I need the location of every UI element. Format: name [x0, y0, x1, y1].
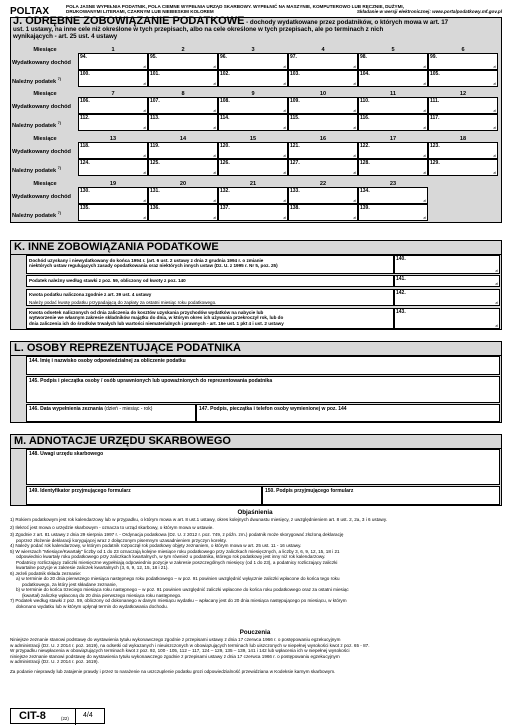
field-spent[interactable]: 95. zł: [150, 54, 216, 69]
field-due[interactable]: 102. zł: [220, 71, 286, 86]
header-line-2: DRUKOWANYMI LITERAMI, CZARNYM LUB NIEBIESKIM KOLOREM Składanie w wersji elektronicznej: www.portalpodatkowy.mf.gov.pl: [66, 9, 502, 15]
k-row-140-label-b: niektórych ustaw regulujących zasady opodatkowania oraz niektórych innych ustaw (Dz. U. z 1995 r. Nr 5, poz. 25): [29, 263, 278, 269]
field-spent[interactable]: 122. zł: [360, 143, 426, 158]
month-number: 23: [389, 181, 397, 187]
field-spent[interactable]: 132. zł: [220, 188, 286, 203]
months-header-label: Miesiące: [33, 91, 57, 97]
note-3b: poprzez złożenie deklaracji korygującej wraz z dołączonym pisemnym uzasadnieniem przyczyn korekty.: [16, 537, 227, 543]
field-due[interactable]: 137. zł: [220, 205, 286, 220]
explanations-heading: Objaśnienia: [237, 509, 273, 516]
months-header-label: Miesiące: [33, 181, 57, 187]
field-due[interactable]: 127. zł: [290, 160, 356, 175]
header-line-1: POLA JASNE WYPEŁNIA PODATNIK, POLA CIEMNE WYPEŁNIA URZĄD SKARBOWY. WYPEŁNIĆ NA MASZYNIE, KOMPUTEROWO LUB RĘCZNIE, DUŻYMI,: [66, 4, 404, 9]
k-row-141-label: Podatek należny według stawki z poz. 59, obliczony od kwoty z poz. 140: [29, 278, 186, 283]
field-143[interactable]: 143. zł: [396, 309, 498, 328]
note-5d: kwartalne pozycje w zakresie zaliczek kwartalnych (3, 6, 9, 12, 15, 18 i 21).: [16, 565, 169, 570]
month-number: 15: [249, 136, 257, 142]
month-number: 18: [459, 136, 467, 142]
section-j-title: J. ODRĘBNE ZOBOWIĄZANIE PODATKOWE - dochody wydatkowane przez podatników, o których mowa w art. 17 ust. 1 ustawy, na inne cele niż określone w tych przepisach, albo na cele określone w tych przepisach, ale po terminach z nich wynikających - art. 25 ust. 4 ustawy: [13, 15, 449, 41]
field-145[interactable]: 145. Podpis i pieczątka osoby / osób uprawnionych lub upoważnionych do reprezentowania podatnika: [26, 376, 500, 403]
field-due[interactable]: 115. zł: [290, 115, 356, 130]
k-row-142-note: Należy podać kwotę podatku przypadającą do zapłaty za ostatni miesiąc roku podatkowego.: [29, 300, 217, 306]
month-number: 22: [319, 181, 327, 187]
month-number: 14: [179, 136, 187, 142]
instruction-2: W przypadku niewpłacenia w obowiązujących terminach kwot z poz. 92, 100 - 105, 112 – 117, 124 – 129, 135 – 139, 141 i 142 lub wpłacenia ich w niepełnej wysokości: [10, 648, 350, 653]
field-due[interactable]: 103. zł: [290, 71, 356, 86]
field-spent[interactable]: 106. zł: [80, 98, 146, 113]
month-number: 4: [321, 47, 325, 53]
footer-form-id: [10, 708, 105, 724]
months-header-label: Miesiące: [33, 136, 57, 142]
field-spent[interactable]: 107. zł: [150, 98, 216, 113]
month-number: 2: [181, 47, 185, 53]
field-spent[interactable]: 110. zł: [360, 98, 426, 113]
field-due[interactable]: 128. zł: [360, 160, 426, 175]
field-due[interactable]: 101. zł: [150, 71, 216, 86]
month-number: 7: [111, 91, 115, 97]
month-number: 3: [251, 47, 255, 53]
month-number: 16: [319, 136, 327, 142]
field-spent[interactable]: 120. zł: [220, 143, 286, 158]
month-number: 19: [109, 181, 117, 187]
month-number: 12: [459, 91, 467, 97]
field-spent[interactable]: 123. zł: [430, 143, 496, 158]
note-6: 6) Jeżeli podatnik składa zeznanie:: [10, 570, 82, 576]
row-label-due: Należny podatek $^{7)}$: [12, 121, 61, 129]
field-spent[interactable]: 99. zł: [430, 54, 496, 69]
note-6a: a) w terminie do 20 dnia pierwszego miesiąca następnego roku podatkowego – w poz. 91 powinien uwzględnić wyłącznie zaliczki wpłacone do końca tego roku: [16, 576, 340, 581]
field-spent[interactable]: 134. zł: [360, 188, 426, 203]
field-spent[interactable]: 111. zł: [430, 98, 496, 113]
field-spent[interactable]: 109. zł: [290, 98, 356, 113]
header-instructions: [66, 4, 502, 15]
field-spent[interactable]: 119. zł: [150, 143, 216, 158]
field-due[interactable]: 116. zł: [360, 115, 426, 130]
k-row-143-label-a: Kwota odsetek naliczonych od dnia zaliczenia do kosztów uzyskania przychodów wydatków na nabycie lub: [29, 310, 264, 315]
month-number: 11: [390, 91, 396, 97]
instruction-1: Niniejsze zeznanie stanowi podstawę do wystawienia tytułu wykonawczego zgodnie z przepisami ustawy z dnia 17 czerwca 1966 r. o postępowaniu egzekucyjnym: [10, 637, 341, 642]
field-due[interactable]: 138. zł: [290, 205, 356, 220]
field-due[interactable]: 114. zł: [220, 115, 286, 130]
month-number: 17: [389, 136, 397, 142]
field-spent[interactable]: 94. zł: [80, 54, 146, 69]
field-due[interactable]: 129. zł: [430, 160, 496, 175]
field-147[interactable]: 147. Podpis, pieczątka i telefon osoby wymienionej w poz. 144: [196, 404, 500, 422]
note-4: 4) Należy podać rok kalendarzowy, w którym podatnik rozpoczął rok podatkowy objęty zeznaniem, o którym mowa w art. 25 ust. 11 - 16 ustawy.: [10, 543, 302, 548]
field-spent[interactable]: 131. zł: [150, 188, 216, 203]
form-code: CIT-8: [19, 710, 46, 722]
k-row-143-label-b: wytworzenie we własnym zakresie składników majątku do dnia, w którym okres ich używania przekroczył rok, lub do: [29, 315, 284, 321]
field-150: 150. Podpis przyjmującego formularz: [262, 486, 500, 505]
field-due[interactable]: 135. zł: [80, 205, 146, 220]
field-142[interactable]: 142. zł: [396, 290, 498, 305]
note-1: 1) Rokiem podatkowym jest rok kalendarzowy lub w przypadku, o którym mowa w art. 8 ust.1 ustawy, okres kolejnych dwunastu miesięcy, z uwzględnieniem art. 8 ust. 2, 2a, 3 i 6 ustawy.: [10, 517, 388, 522]
month-number: 6: [461, 47, 465, 53]
field-spent[interactable]: 108. zł: [220, 98, 286, 113]
month-number: 5: [391, 47, 395, 53]
field-148: 148. Uwagi urzędu skarbowego: [26, 449, 500, 485]
section-l-title: L. OSOBY REPREZENTUJĄCE PODATNIKA: [10, 341, 502, 356]
field-spent[interactable]: 98. zł: [360, 54, 426, 69]
field-due[interactable]: 124. zł: [80, 160, 146, 175]
instruction-2c: w administracji (Dz. U. z 2014 r. poz. 1619).: [10, 659, 99, 664]
poltax-logo: POLTAX: [10, 6, 50, 17]
field-140[interactable]: 140. zł: [396, 256, 498, 273]
field-due[interactable]: 100. zł: [80, 71, 146, 86]
months-header-label: Miesiące: [33, 47, 57, 53]
instruction-3: Za podanie nieprawdy lub zatajenie prawdy i przez to narażenie na uszczuplenie podatku grozi odpowiedzialność przewidziana w Kodeksie karnym skarbowym.: [10, 668, 336, 674]
header-line-3: Składanie w wersji elektronicznej: www.portalpodatkowy.mf.gov.pl: [356, 9, 502, 15]
note-3: 3) Zgodnie z art. 81 ustawy z dnia 29 sierpnia 1997 r. - Ordynacja podatkowa (Dz. U. z 2012 r. poz. 749, z późn. zm.) podatnik może skorygować złożoną deklarację: [10, 532, 344, 537]
note-5b: odpowiednio kwartały roku podatkowego przy zaliczkach kwartalnych, w tym również u podatnika, którego rok podatkowy jest inny niż rok kalendarzowy.: [16, 554, 326, 559]
row-label-spent: Wydatkowany dochód: [12, 149, 71, 155]
field-due[interactable]: 105. zł: [430, 71, 496, 86]
row-label-due: Należny podatek $^{7)}$: [12, 77, 61, 85]
field-due[interactable]: 117. zł: [430, 115, 496, 130]
note-6b: b) w terminie do końca trzeciego miesiąca roku następnego – w poz. 91 powinien uwzględnić zaliczki wpłacone do końca roku podatkowego oraz za ostatni miesiąc: [16, 587, 349, 592]
field-146[interactable]: 146. Data wypełnienia zeznania (dzień - miesiąc - rok): [26, 404, 196, 422]
month-number: 10: [319, 91, 327, 97]
instruction-2b: niniejsze zeznanie stanowi podstawę do wystawienia tytułu wykonawczego zgodnie z przepisami ustawy z dnia 17 czerwca 1966 r. o postępowaniu egzekucyjnym: [10, 653, 340, 659]
field-due[interactable]: 136. zł: [150, 205, 216, 220]
k-row-142-label: Kwota podatku naliczona zgodnie z art. 39 ust. 4 ustawy: [29, 292, 152, 297]
note-5c: Podatnicy rozliczający zaliczki miesięczne wypełniają odpowiednio pozycje w zakresie poszczególnych miesięcy (od 1 do 23), a podatnicy rozliczający zaliczki: [16, 559, 338, 565]
row-label-spent: Wydatkowany dochód: [12, 104, 71, 110]
field-due[interactable]: 104. zł: [360, 71, 426, 86]
note-2: 2) Ilekroć jest mowa o urzędzie skarbowym - oznacza to urząd skarbowy, o którym mowa w ustawie.: [10, 524, 214, 530]
instructions: [10, 637, 502, 674]
note-6a2: podatkowego, za który jest składane zeznanie,: [22, 581, 117, 587]
field-spent[interactable]: 133. zł: [290, 188, 356, 203]
row-label-due: Należny podatek $^{7)}$: [12, 211, 61, 219]
note-5: 5) W wierszach "Miesiące/Kwartały" liczby od 1 do 23 oznaczają kolejne miesiące roku podatkowego przy zaliczkach miesięcznych, a liczby 3, 6, 9, 12, 15, 18 i 21: [10, 548, 340, 554]
k-row-140-label-a: Dochód uzyskany i niewydatkowany do końca 1994 r. (art. 6 ust. 2 ustawy z dnia 2 grudnia 1994 r. o zmianie: [29, 258, 264, 263]
row-label-spent: Wydatkowany dochód: [12, 60, 71, 66]
field-149: 149. Identyfikator przyjmującego formularz: [26, 486, 262, 505]
section-k-row-143: [26, 308, 394, 329]
form-version: (22): [61, 716, 69, 721]
month-number: 1: [111, 47, 115, 53]
k-row-143-label-c: dnia zaliczenia ich do środków trwałych lub wartości niematerialnych i prawnych - art. 16e ust. 1 pkt 4 i ust. 2 ustawy: [29, 320, 284, 326]
row-label-due: Należny podatek $^{7)}$: [12, 166, 61, 174]
field-due[interactable]: 126. zł: [220, 160, 286, 175]
month-number: 21: [249, 181, 257, 187]
field-144[interactable]: 144. Imię i nazwisko osoby odpowiedzialnej za obliczenie podatku: [26, 356, 500, 375]
instruction-1b: w administracji (Dz. U. z 2014 r. poz. 1619), na odsetki od wykazanych i nieuiszczonych w obowiązujących terminach lub uiszczonych w niepełnej wysokości kwot z poz. 65 - 87.: [10, 642, 370, 648]
month-number: 20: [179, 181, 187, 187]
row-label-spent: Wydatkowany dochód: [12, 194, 71, 200]
field-due[interactable]: 113. zł: [150, 115, 216, 130]
note-6b2: (kwartał) zaliczkę wpłaconą do 20 dnia pierwszego miesiąca roku następnego.: [22, 592, 182, 598]
field-spent[interactable]: 121. zł: [290, 143, 356, 158]
explanations: [10, 517, 502, 609]
note-7: 7) Podatek według stawki z poz. 59, obliczony od dokonanego w danym miesiącu wydatku – wpłacany jest do 20 dnia miesiąca następującego po miesiącu, w którym: [10, 598, 347, 603]
month-number: 13: [109, 136, 117, 142]
section-m-title: M. ADNOTACJE URZĘDU SKARBOWEGO: [10, 434, 502, 449]
field-spent[interactable]: 96. zł: [220, 54, 286, 69]
month-number: 9: [251, 91, 255, 97]
section-k-title: K. INNE ZOBOWIĄZANIA PODATKOWE: [10, 240, 502, 255]
field-spent[interactable]: 130. zł: [80, 188, 146, 203]
page-number: 4/4: [83, 712, 93, 719]
month-number: 8: [181, 91, 185, 97]
field-spent[interactable]: 97. zł: [290, 54, 356, 69]
field-141[interactable]: 141. zł: [396, 276, 498, 286]
note-7b: dokonano wydatku lub w którym upłynął termin do wydatkowania dochodu.: [16, 603, 168, 609]
section-k-row-142: [26, 289, 394, 306]
field-due[interactable]: 112. zł: [80, 115, 146, 130]
field-due[interactable]: 139. zł: [360, 205, 426, 220]
section-k-row-141: [26, 275, 394, 287]
field-spent[interactable]: 118. zł: [80, 143, 146, 158]
section-k-row-140: [26, 255, 394, 274]
field-due[interactable]: 125. zł: [150, 160, 216, 175]
instructions-heading: Pouczenia: [239, 629, 271, 636]
